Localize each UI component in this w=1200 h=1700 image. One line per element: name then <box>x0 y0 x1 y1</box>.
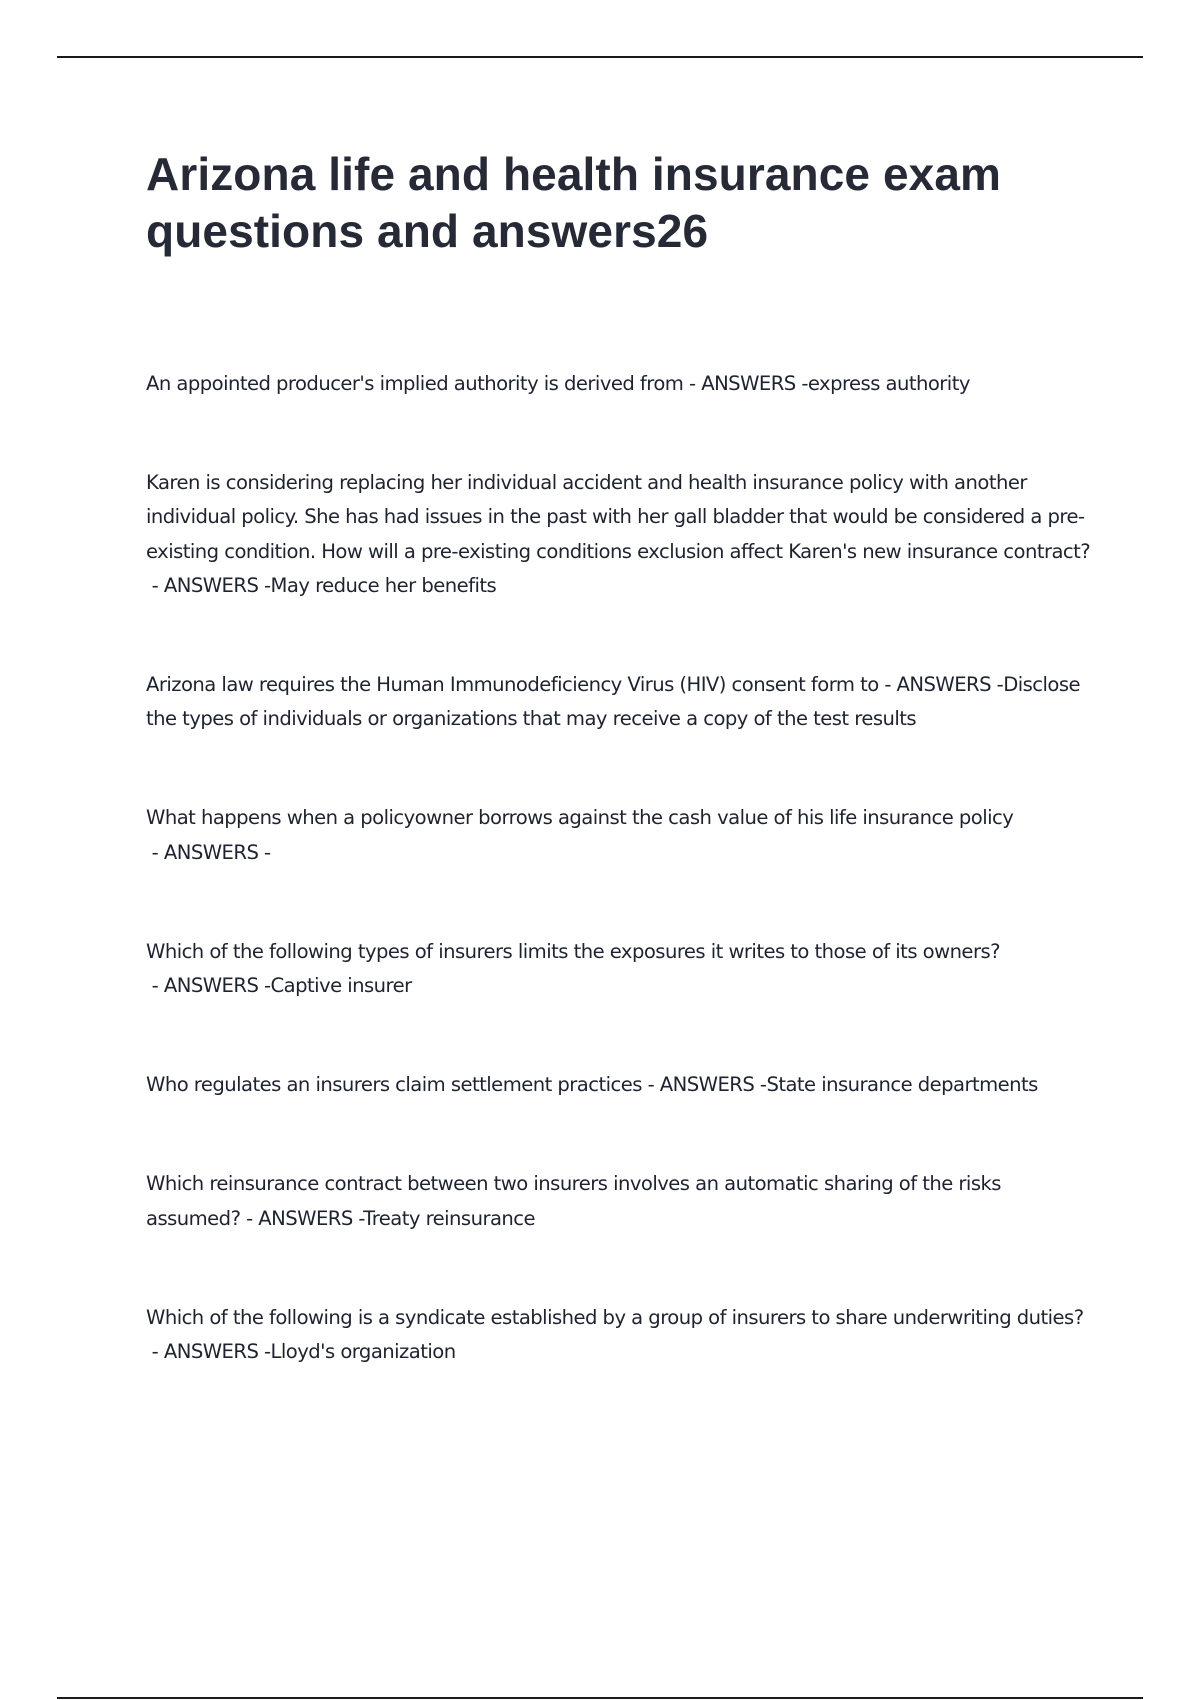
qa-item-1 <box>146 367 1096 401</box>
question-text: Which of the following types of insurers limits the exposures it writes to those of its owners? <box>146 939 1000 963</box>
answer-text: State insurance departments <box>766 1073 1038 1097</box>
qa-item-2 <box>146 466 1096 603</box>
top-divider <box>57 56 1143 58</box>
qa-item-8 <box>146 1301 1096 1369</box>
question-text: An appointed producer's implied authority is derived from <box>146 372 684 395</box>
question-text: What happens when a policyowner borrows against the cash value of his life insurance policy <box>146 806 1014 830</box>
qa-item-5 <box>146 935 1096 1003</box>
answer-text: Lloyd's organization <box>270 1340 456 1364</box>
answer-separator: - ANSWERS - <box>146 840 271 864</box>
answer-separator: - ANSWERS - <box>146 974 271 998</box>
answer-separator: - ANSWERS - <box>240 1206 364 1230</box>
qa-item-4 <box>146 801 1096 869</box>
question-text: Arizona law requires the Human Immunodeficiency Virus (HIV) consent form to <box>146 673 879 697</box>
answer-text: May reduce her benefits <box>270 573 497 597</box>
question-text: Which reinsurance contract between two insurers involves an automatic sharing of the risks assumed? <box>146 1172 1001 1230</box>
document-title: Arizona life and health insurance exam questions and answers26 <box>146 148 1002 257</box>
answer-separator: - ANSWERS - <box>641 1073 767 1097</box>
answer-separator: - ANSWERS - <box>878 673 1004 697</box>
answer-text: Disclose the types of individuals or organizations that may receive a copy of the test results <box>146 673 1081 731</box>
question-text: Karen is considering replacing her individual accident and health insurance policy with another individual policy. She has had issues in the past with her gall bladder that would be considered a pre-existing condition. How will a pre-existing conditions exclusion affect Karen's new insurance contract? <box>146 471 1091 563</box>
answer-text: express authority <box>807 372 970 395</box>
document-body <box>146 146 1096 1434</box>
qa-list <box>146 367 1096 1369</box>
answer-separator: - ANSWERS - <box>683 372 808 395</box>
question-text: Which of the following is a syndicate established by a group of insurers to share underwriting duties? <box>146 1305 1084 1329</box>
answer-separator: - ANSWERS - <box>146 1340 271 1364</box>
bottom-divider <box>57 1697 1143 1699</box>
answer-separator: - ANSWERS - <box>146 573 271 597</box>
question-text: Who regulates an insurers claim settlement practices <box>146 1073 642 1097</box>
qa-item-3 <box>146 668 1096 736</box>
qa-item-6 <box>146 1068 1096 1102</box>
answer-text: Captive insurer <box>270 974 412 998</box>
answer-text: Treaty reinsurance <box>363 1206 536 1230</box>
qa-item-7 <box>146 1167 1096 1235</box>
